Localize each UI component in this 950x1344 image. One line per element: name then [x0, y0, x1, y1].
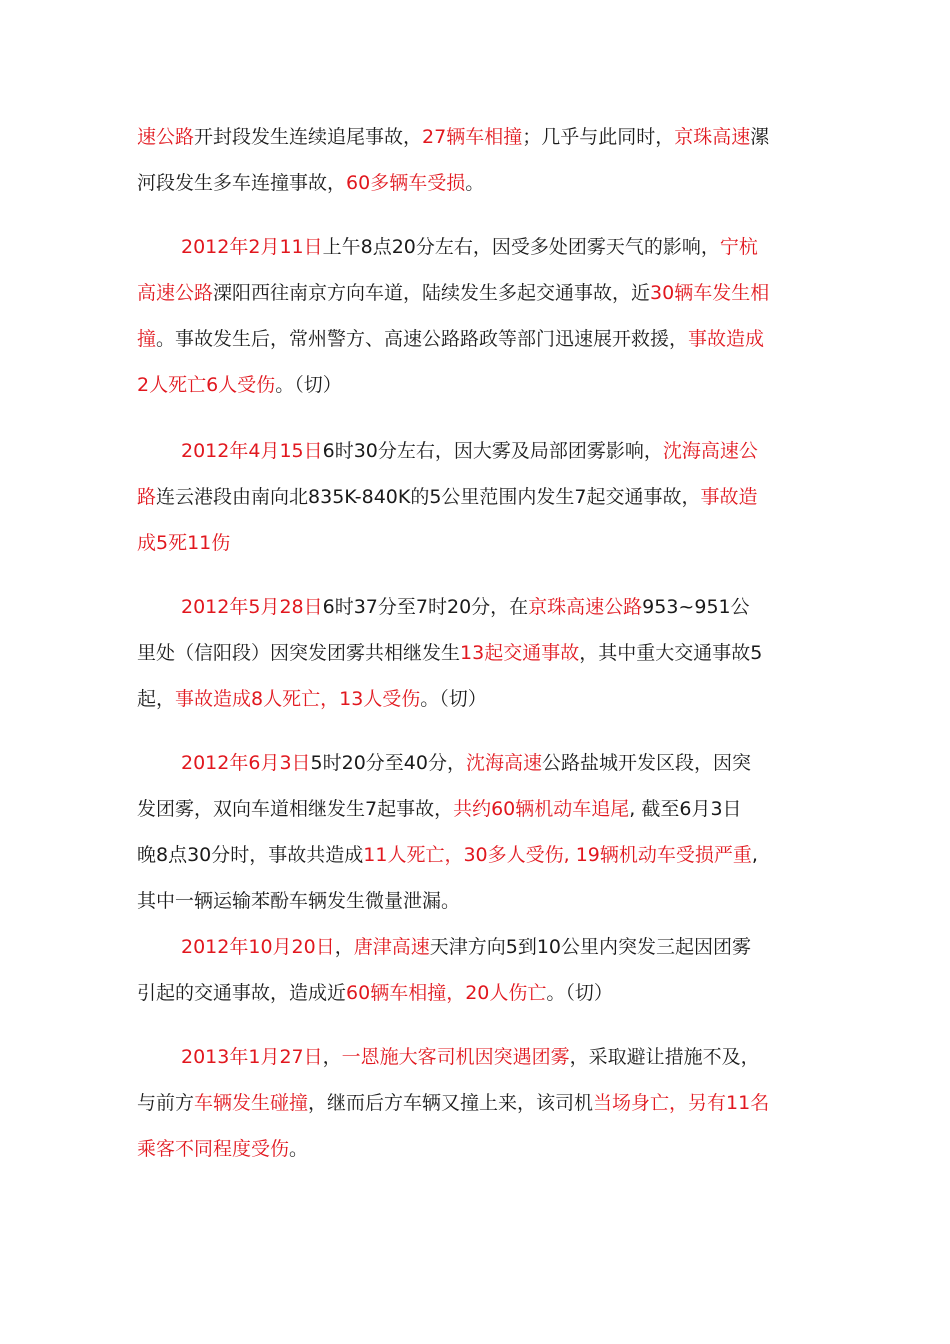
text-span: ,: [751, 844, 758, 866]
text-span: 2012年4月15日: [181, 440, 323, 462]
text-span: 2013年1月27日: [181, 1046, 323, 1068]
paragraph-7: [137, 1034, 817, 1172]
text-span: 沈海高速: [465, 752, 542, 774]
text-span: 京珠高速: [674, 126, 751, 148]
text-span: 里处（信阳段）因突发团雾共相继发生: [137, 642, 461, 664]
text-span: 漯: [750, 126, 770, 148]
text-span: 2人死亡6人受伤: [137, 374, 276, 396]
text-span: 2012年5月28日: [181, 596, 323, 618]
text-span: 连云港段由南向北835K-840K的5公里范围内发生7起交通事故，: [156, 486, 701, 508]
text-span: 乘客不同程度受伤: [137, 1138, 290, 1160]
text-span: 60多辆车受损: [346, 172, 466, 194]
text-span: ，继而后方车辆又撞上来，该司机: [308, 1092, 594, 1114]
text-span: 。（切）: [420, 688, 487, 710]
text-span: 。: [465, 172, 485, 194]
text-span: 京珠高速公路: [528, 596, 643, 618]
text-span: 溧阳西往南京方向车道，陆续发生多起交通事故，近: [213, 282, 651, 304]
text-span: 当场身亡，另有11名: [593, 1092, 770, 1114]
text-line: [137, 924, 817, 970]
text-line: [137, 520, 817, 566]
text-span: 起，: [137, 688, 176, 710]
text-line: [137, 676, 817, 722]
text-span: 上午8点20分左右，因受多处团雾天气的影响，: [322, 236, 720, 258]
text-span: , 截至6月3日: [629, 798, 742, 820]
text-span: 宁杭: [719, 236, 758, 258]
text-line: [137, 1126, 817, 1172]
text-span: 事故造成: [688, 328, 765, 350]
text-span: 60辆车相撞，20人伤亡: [346, 982, 547, 1004]
text-line: [137, 1080, 817, 1126]
text-span: 。事故发生后，常州警方、高速公路路政等部门迅速展开救援，: [156, 328, 689, 350]
text-span: 成5死11伤: [137, 532, 231, 554]
text-span: 。（切）: [275, 374, 342, 396]
text-span: 。（切）: [546, 982, 613, 1004]
text-span: 路: [137, 486, 157, 508]
text-span: 30辆车发生相: [650, 282, 770, 304]
text-line: [137, 160, 817, 206]
text-line: [137, 270, 817, 316]
text-span: 共约60辆机动车追尾: [453, 798, 630, 820]
paragraph-5: [137, 740, 817, 924]
text-span: 唐津高速: [353, 936, 430, 958]
text-span: 事故造成8人死亡，13人受伤: [175, 688, 421, 710]
text-line: [137, 316, 817, 362]
paragraph-4: [137, 584, 817, 722]
text-line: [137, 878, 817, 924]
text-line: [137, 224, 817, 270]
text-line: [137, 114, 817, 160]
text-span: 6时30分左右，因大雾及局部团雾影响，: [322, 440, 663, 462]
text-line: [137, 362, 817, 408]
text-span: 沈海高速公: [662, 440, 758, 462]
text-span: 13起交通事故: [460, 642, 580, 664]
text-span: 2012年6月3日: [181, 752, 311, 774]
text-line: [137, 474, 817, 520]
text-span: 11人死亡，30多人受伤, 19辆机动车受损严重: [363, 844, 752, 866]
text-span: ，采取避让措施不及，: [569, 1046, 760, 1068]
text-line: [137, 584, 817, 630]
text-span: 撞: [137, 328, 157, 350]
text-span: 天津方向5到10公里内突发三起因团雾: [429, 936, 752, 958]
text-line: [137, 1034, 817, 1080]
text-span: ；几乎与此同时，: [522, 126, 675, 148]
text-span: 河段发生多车连撞事故，: [137, 172, 347, 194]
text-span: 速公路: [137, 126, 195, 148]
text-span: 5时20分至40分，: [310, 752, 466, 774]
paragraph-1: [137, 114, 817, 206]
text-line: [137, 832, 817, 878]
text-line: [137, 786, 817, 832]
text-span: 2012年2月11日: [181, 236, 323, 258]
text-span: ，其中重大交通事故5: [579, 642, 763, 664]
text-span: 与前方: [137, 1092, 195, 1114]
text-span: 。: [289, 1138, 309, 1160]
text-span: 引起的交通事故，造成近: [137, 982, 347, 1004]
text-span: 其中一辆运输苯酚车辆发生微量泄漏。: [137, 890, 461, 912]
text-span: 公路盐城开发区段，因突: [542, 752, 752, 774]
text-span: 高速公路: [137, 282, 214, 304]
text-line: [137, 970, 817, 1016]
text-span: 27辆车相撞: [422, 126, 523, 148]
text-span: ，: [334, 936, 354, 958]
text-span: 事故造: [700, 486, 758, 508]
paragraph-6: [137, 924, 817, 1016]
text-span: 车辆发生碰撞: [194, 1092, 309, 1114]
text-span: 晚8点30分时，事故共造成: [137, 844, 364, 866]
text-line: [137, 740, 817, 786]
text-span: ，: [322, 1046, 342, 1068]
text-span: 2012年10月20日: [181, 936, 335, 958]
text-span: 发团雾，双向车道相继发生7起事故，: [137, 798, 454, 820]
text-line: [137, 428, 817, 474]
text-span: 开封段发生连续追尾事故，: [194, 126, 423, 148]
text-span: 953~951公: [642, 596, 750, 618]
paragraph-2: [137, 224, 817, 408]
text-span: 一恩施大客司机因突遇团雾: [341, 1046, 570, 1068]
paragraph-3: [137, 428, 817, 566]
text-line: [137, 630, 817, 676]
text-span: 6时37分至7时20分，在: [322, 596, 529, 618]
